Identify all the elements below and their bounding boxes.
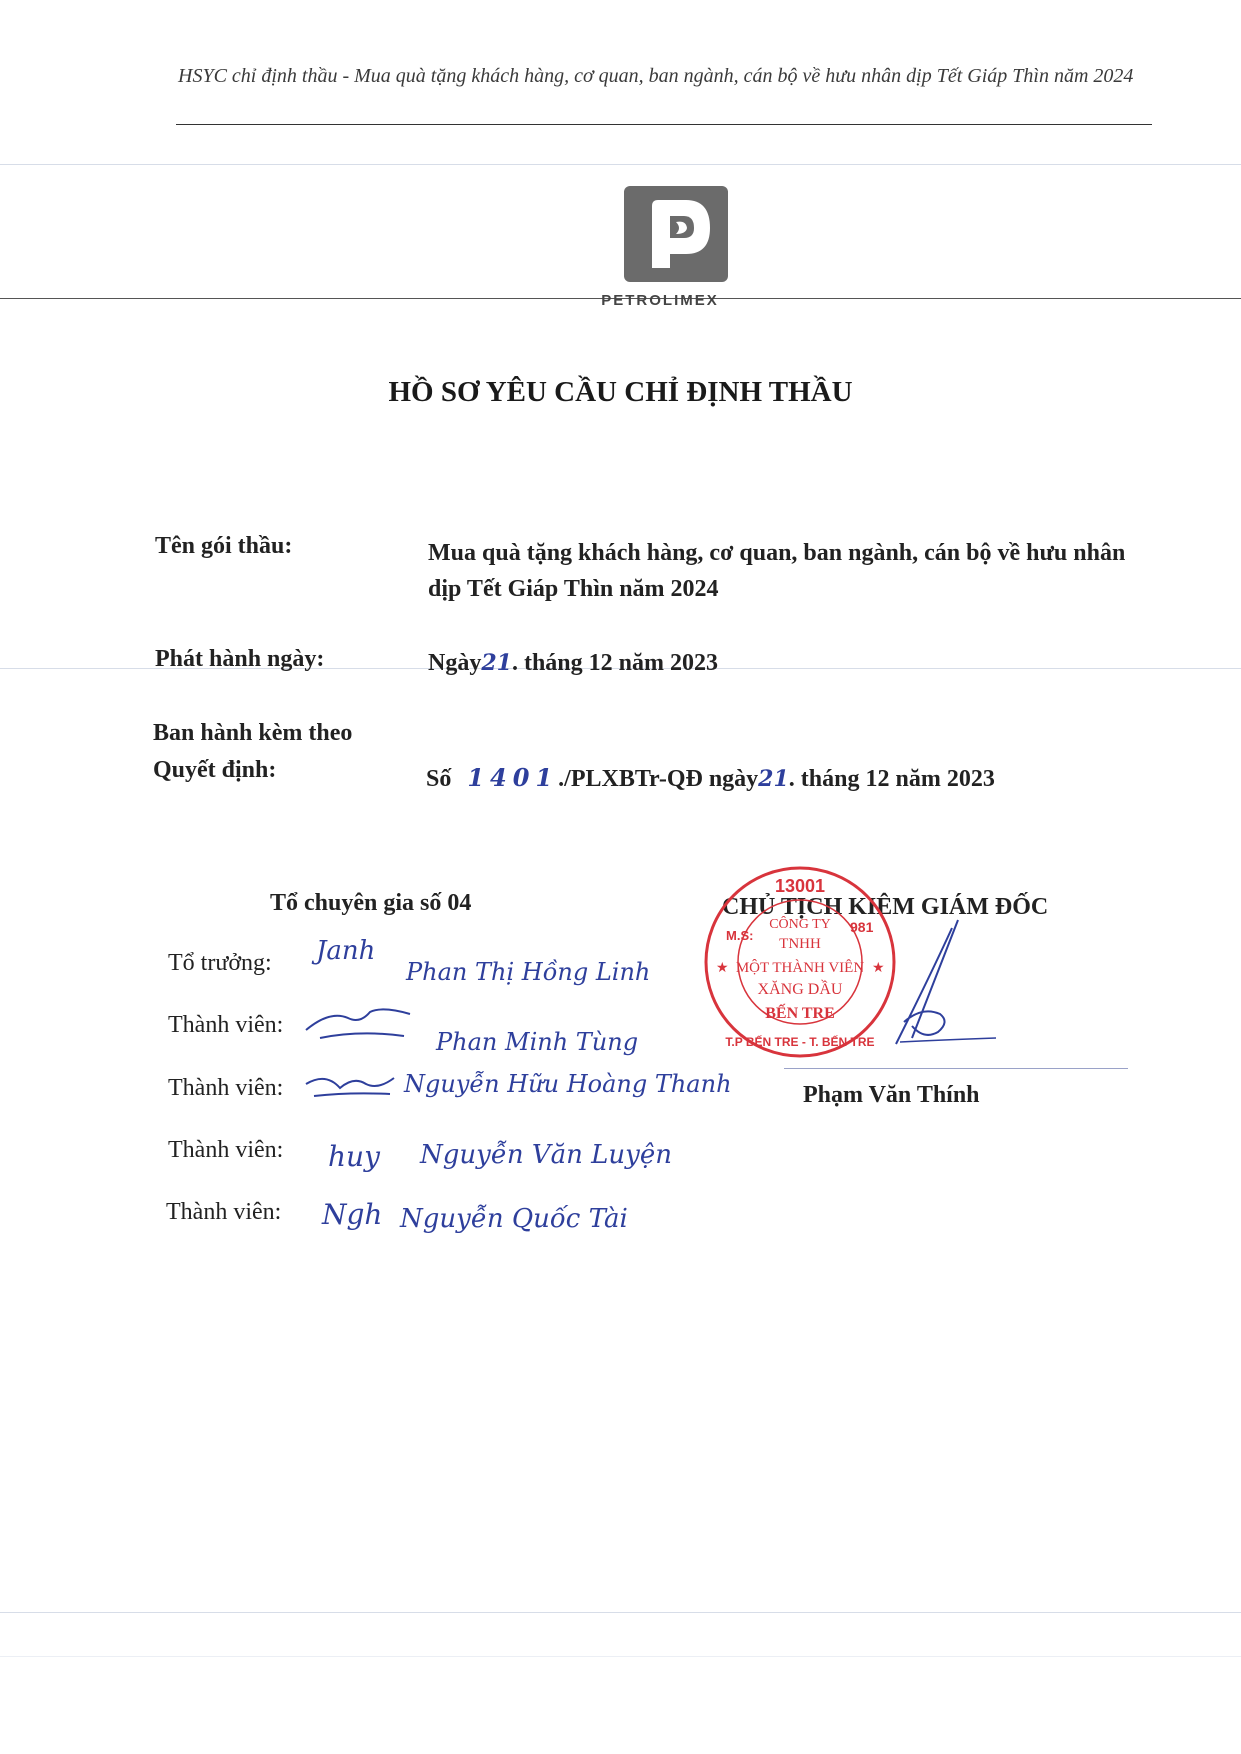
seal-line2: TNHH xyxy=(779,936,821,952)
scan-line xyxy=(784,1068,1128,1069)
decision-label-line1: Ban hành kèm theo xyxy=(153,720,353,746)
member-signature: Janh xyxy=(316,936,376,966)
member-name: Nguyễn Văn Luyện xyxy=(420,1140,672,1170)
issue-date-value xyxy=(428,645,718,681)
member-signature xyxy=(300,996,420,1046)
issue-date-prefix: Ngày xyxy=(428,650,482,676)
director-title: CHỦ TỊCH KIÊM GIÁM ĐỐC xyxy=(722,894,1049,920)
brand-name: PETROLIMEX xyxy=(601,292,719,309)
member-role: Thành viên: xyxy=(168,1012,284,1038)
seal-line4: XĂNG DẦU xyxy=(757,981,843,998)
member-role: Thành viên: xyxy=(168,1137,284,1163)
member-role: Tổ trưởng: xyxy=(168,950,272,976)
member-role: Thành viên: xyxy=(168,1075,284,1101)
member-signature xyxy=(300,1064,400,1108)
seal-code-text: M.S: xyxy=(726,928,754,943)
issue-date-label: Phát hành ngày: xyxy=(155,646,325,672)
petrolimex-logo-icon xyxy=(624,186,728,282)
decision-suffix: . tháng 12 năm 2023 xyxy=(788,766,995,792)
scan-line xyxy=(0,1656,1241,1657)
seal-star-icon: ★ xyxy=(872,961,885,976)
seal-line5: BẾN TRE xyxy=(765,1005,835,1022)
member-name: Phan Thị Hồng Linh xyxy=(406,958,651,986)
document-title: HỒ SƠ YÊU CẦU CHỈ ĐỊNH THẦU xyxy=(388,376,853,408)
scan-line xyxy=(0,1612,1241,1613)
seal-star-icon: ★ xyxy=(716,961,729,976)
director-name: Phạm Văn Thính xyxy=(803,1082,980,1108)
decision-label-line2: Quyết định: xyxy=(153,757,277,783)
expert-group-title: Tổ chuyên gia số 04 xyxy=(270,890,472,916)
decision-number-handwritten: 1401 xyxy=(467,763,559,792)
director-signature xyxy=(860,906,1000,1066)
issue-date-suffix: . tháng 12 năm 2023 xyxy=(511,650,718,676)
member-role: Thành viên: xyxy=(166,1199,282,1225)
member-name: Phan Minh Tùng xyxy=(436,1028,639,1056)
scan-line xyxy=(0,164,1241,165)
seal-bottom-text: T.P BẾN TRE - T. BẾN TRE xyxy=(725,1035,875,1049)
seal-digits-text: 981 xyxy=(850,919,874,935)
petrolimex-logo xyxy=(624,186,728,282)
decision-mid: ./PLXBTr-QĐ ngày xyxy=(558,766,759,792)
decision-value xyxy=(426,760,995,797)
issue-day-handwritten: 21 xyxy=(481,650,512,676)
seal-line1: CÔNG TY xyxy=(769,917,831,932)
header-rule xyxy=(176,124,1152,125)
member-signature: huy xyxy=(328,1140,380,1173)
package-label: Tên gói thầu: xyxy=(155,533,293,559)
member-signature: Ngh xyxy=(322,1198,383,1231)
seal-line3: MỘT THÀNH VIÊN xyxy=(735,960,865,976)
member-name: Nguyễn Quốc Tài xyxy=(400,1204,628,1234)
seal-top-text: 13001 xyxy=(774,876,826,896)
decision-prefix: Số xyxy=(426,766,452,792)
package-value: Mua quà tặng khách hàng, cơ quan, ban ngành, cán bộ về hưu nhân dịp Tết Giáp Thìn năm 2024 xyxy=(428,540,1126,602)
member-name: Nguyễn Hữu Hoàng Thanh xyxy=(404,1070,732,1098)
decision-day-handwritten: 21 xyxy=(758,766,789,792)
running-header: HSYC chỉ định thầu - Mua quà tặng khách hàng, cơ quan, ban ngành, cán bộ về hưu nhân dịp Tết Giáp Thìn năm 2024 xyxy=(178,65,1134,87)
